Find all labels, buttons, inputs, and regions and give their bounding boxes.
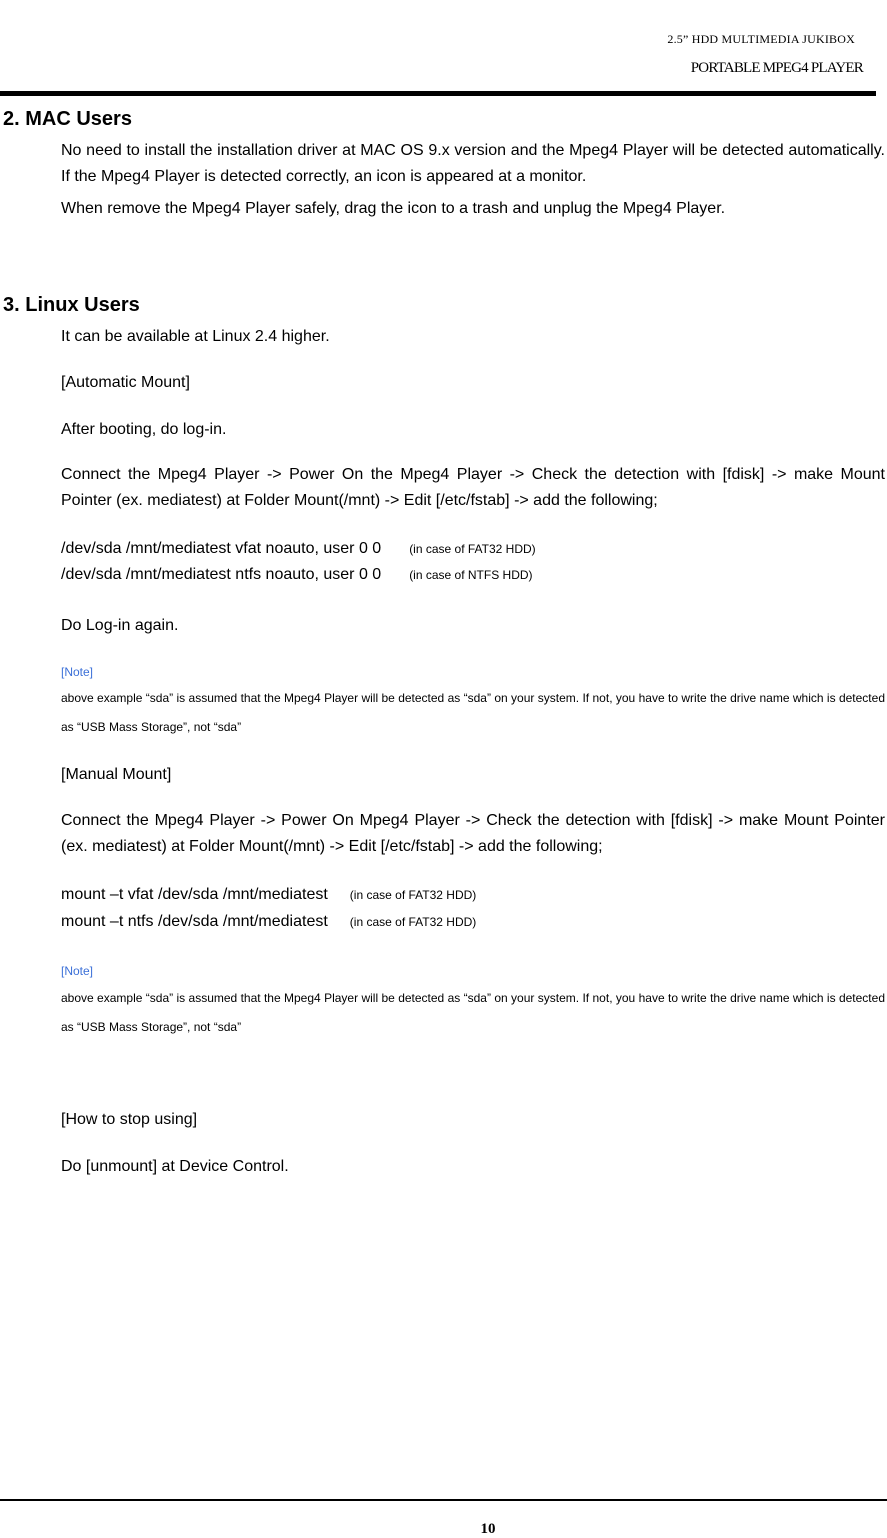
automatic-mount-step-1: After booting, do log-in. bbox=[61, 421, 227, 438]
automatic-mount-step-2: Connect the Mpeg4 Player -> Power On the Mpeg4 Player -> Check the detection with [fdisk] -> make Mount Pointer (ex. mediatest) at Folder Mount(/mnt) -> Edit [/etc/fstab] -> add the following; bbox=[61, 466, 885, 509]
mount-command-vfat-note: (in case of FAT32 HDD) bbox=[349, 888, 477, 902]
mount-command-ntfs-cmd: mount –t ntfs /dev/sda /mnt/mediatest bbox=[61, 913, 328, 930]
mac-users-paragraph-1: No need to install the installation driver at MAC OS 9.x version and the Mpeg4 Player will be detected automatically. If the Mpeg4 Player is detected correctly, an icon is appeared at a monitor. bbox=[61, 142, 885, 185]
header-rule bbox=[0, 91, 876, 96]
automatic-mount-title: [Automatic Mount] bbox=[61, 374, 190, 391]
linux-users-heading: 3. Linux Users bbox=[3, 294, 140, 316]
manual-note-label: [Note] bbox=[61, 964, 94, 978]
manual-mount-title: [Manual Mount] bbox=[61, 766, 172, 783]
linux-intro: It can be available at Linux 2.4 higher. bbox=[61, 328, 330, 345]
fstab-line-vfat bbox=[61, 540, 536, 558]
stop-using-title: [How to stop using] bbox=[61, 1111, 198, 1128]
fstab-line-ntfs-note: (in case of NTFS HDD) bbox=[409, 568, 533, 582]
automatic-note-text: above example “sda” is assumed that the Mpeg4 Player will be detected as “sda” on your system. If not, you have to write the drive name which is detected as “USB Mass Storage”, not “sda” bbox=[61, 691, 885, 734]
mount-command-vfat bbox=[61, 886, 476, 904]
mac-users-heading: 2. MAC Users bbox=[3, 108, 132, 130]
manual-mount-step-1: Connect the Mpeg4 Player -> Power On Mpeg4 Player -> Check the detection with [fdisk] -> make Mount Pointer (ex. mediatest) at Folder Mount(/mnt) -> Edit [/etc/fstab] -> add the following; bbox=[61, 812, 885, 855]
fstab-line-ntfs bbox=[61, 566, 533, 584]
stop-using-text: Do [unmount] at Device Control. bbox=[61, 1158, 289, 1175]
page-number: 10 bbox=[480, 1521, 496, 1537]
automatic-mount-step-3: Do Log-in again. bbox=[61, 617, 179, 634]
mount-command-ntfs-note: (in case of FAT32 HDD) bbox=[349, 915, 477, 929]
header-product-title: PORTABLE MPEG4 PLAYER bbox=[690, 60, 863, 76]
mount-command-vfat-cmd: mount –t vfat /dev/sda /mnt/mediatest bbox=[61, 886, 328, 903]
footer-rule bbox=[0, 1499, 887, 1501]
mac-users-paragraph-2: When remove the Mpeg4 Player safely, drag the icon to a trash and unplug the Mpeg4 Player. bbox=[61, 200, 726, 217]
fstab-line-ntfs-cmd: /dev/sda /mnt/mediatest ntfs noauto, user 0 0 bbox=[61, 566, 382, 583]
mount-command-ntfs bbox=[61, 913, 476, 931]
fstab-line-vfat-note: (in case of FAT32 HDD) bbox=[409, 542, 536, 556]
fstab-line-vfat-cmd: /dev/sda /mnt/mediatest vfat noauto, user 0 0 bbox=[61, 540, 382, 557]
header-product-line: 2.5” HDD MULTIMEDIA JUKIBOX bbox=[667, 32, 855, 46]
automatic-note-label: [Note] bbox=[61, 665, 94, 679]
manual-note-text: above example “sda” is assumed that the Mpeg4 Player will be detected as “sda” on your system. If not, you have to write the drive name which is detected as “USB Mass Storage”, not “sda” bbox=[61, 991, 885, 1034]
